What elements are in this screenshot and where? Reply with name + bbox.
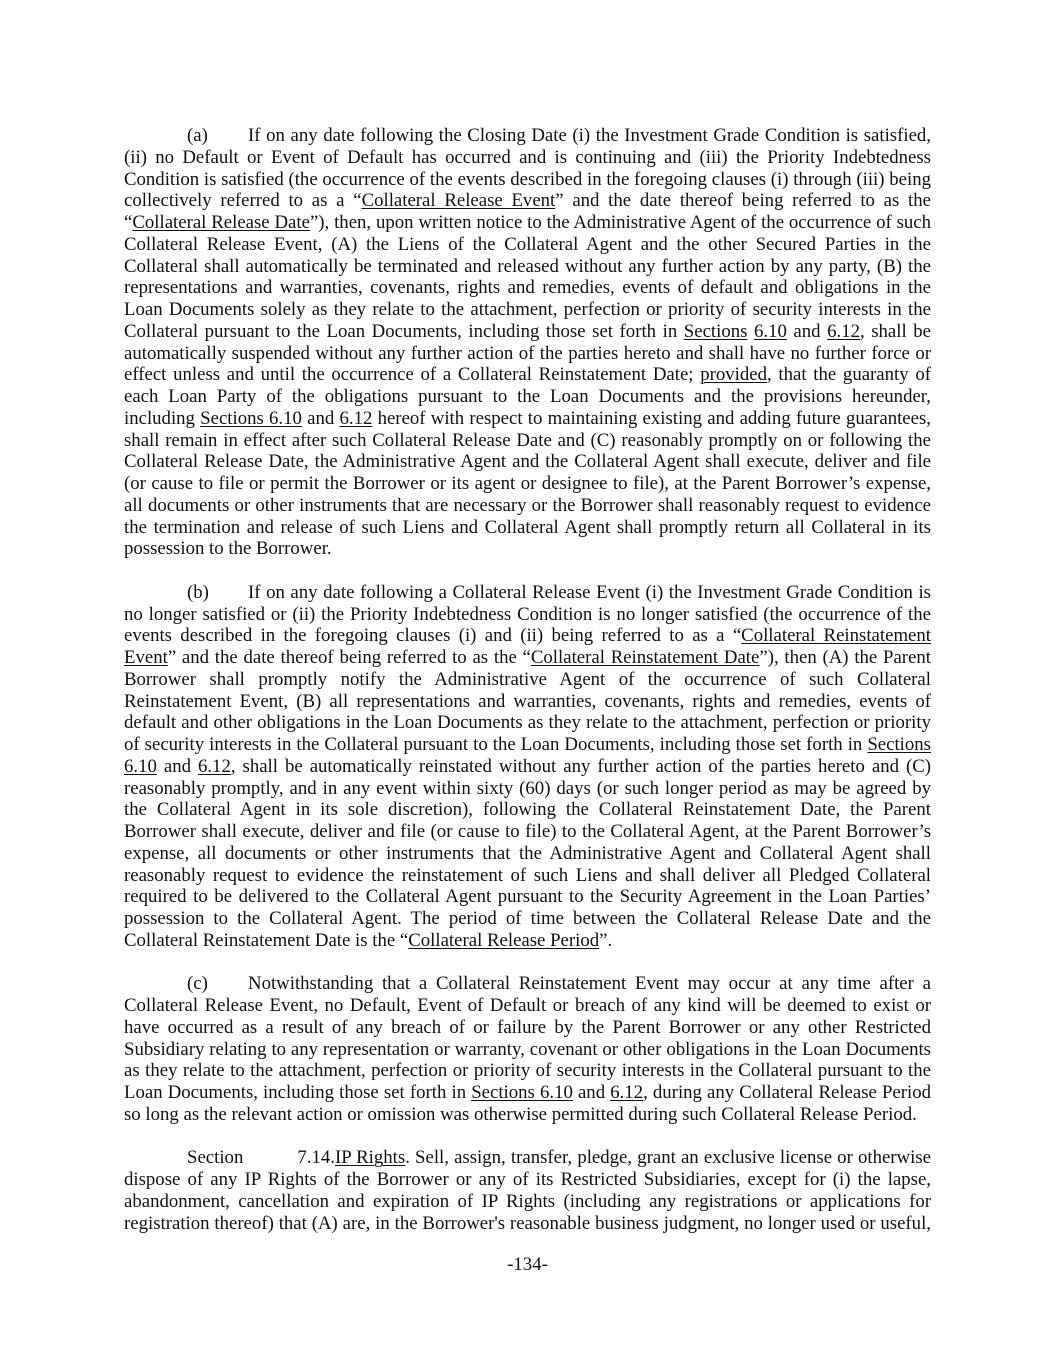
clause-c <box>124 973 931 1125</box>
section-reference: 6.12 <box>197 755 231 777</box>
defined-term-collateral-reinstatement-event: Collateral Reinstatement Event <box>124 625 931 668</box>
section-7-14-text: . Sell, assign, transfer, pledge, grant an exclusive license or otherwise dispose of any IP Rights of the Borrower or any of its Restricted Subsidiaries, except for (i) the lapse, abandonment, cancellation and expiration of IP Rights (including any registrations or applications for registration thereof) that (A) are, in the Borrower's reasonable business judgment, no longer used or useful, <box>124 1147 931 1234</box>
section-reference: Sections 6.10 <box>124 734 931 777</box>
document-body <box>124 125 931 1256</box>
clause-c-text: and <box>572 1082 611 1103</box>
clause-b-text: ”), then (A) the Parent Borrower shall promptly notify the Administrative Agent of the occurrence of such Collateral Reinstatement Event, (B) all representations and warranties, covenants, rights and remedies, events of default and other obligations in the Loan Documents as they relate to the attachment, perfection or priority of security interests in the Collateral pursuant to the Loan Documents, including those set forth in <box>124 647 931 755</box>
clause-c-text: Notwithstanding that a Collateral Reinstatement Event may occur at any time after a Collateral Release Event, no Default, Event of Default or breach of any kind will be deemed to exist or have occurred as a result of any breach of or failure by the Parent Borrower or any other Restricted Subsidiary relating to any representation or warranty, covenant or other obligations in the Loan Documents as they relate to the attachment, perfection or priority of security interests in the Collateral pursuant to the Loan Documents, including those set forth in <box>124 973 931 1103</box>
section-reference: 6.12 <box>827 320 860 342</box>
clause-a-text: hereof with respect to maintaining existing and adding future guarantees, shall remain in effect after such Collateral Release Date and (C) reasonably promptly on or following the Collateral Release Date, the Administrative Agent and the Collateral Agent shall execute, deliver and file (or cause to file or permit the Borrower or its agent or designee to file), at the Parent Borrower’s expense, all documents or other instruments that are necessary or the Borrower shall reasonably request to evidence the termination and release of such Liens and Collateral Agent shall promptly return all Collateral in its possession to the Borrower. <box>124 407 931 560</box>
defined-term-collateral-release-date: Collateral Release Date <box>132 212 310 233</box>
proviso-term: provided <box>700 364 767 386</box>
clause-a-text: ”), then, upon written notice to the Administrative Agent of the occurrence of such Collateral Release Event, (A) the Liens of the Collateral Agent and the other Secured Parties in the Collateral shall automatically be terminated and released without any further action by any party, (B) the representations and warranties, covenants, rights and remedies, events of default and obligations in the Loan Documents solely as they relate to the attachment, perfection or priority of security interests in the Collateral pursuant to the Loan Documents, including those set forth in <box>124 212 932 342</box>
section-reference: Sections <box>683 320 748 342</box>
section-number: Section 7.14. <box>187 1147 335 1169</box>
page-number: -134- <box>507 1254 548 1275</box>
clause-c-text: , during any Collateral Release Period so long as the relevant action or omission was otherwise permitted during such Collateral Release Period. <box>124 1082 932 1125</box>
clause-a-text: ” and the date thereof being referred to as the “ <box>124 190 931 233</box>
clause-b-text: ”. <box>599 929 613 951</box>
clause-a-text: and <box>301 407 340 429</box>
clause-b-text: , shall be automatically reinstated without any further action of the parties hereto and (C) reasonably promptly, and in any event within sixty (60) days (or such longer period as may be agreed by the Collateral Agent in its sole discretion), following the Collateral Reinstatement Date, the Parent Borrower shall execute, deliver and file (or cause to file) to the Collateral Agent, at the Parent Borrower’s expense, all documents or other instruments that the Administrative Agent and Collateral Agent shall reasonably request to evidence the reinstatement of such Liens and shall deliver all Pledged Collateral required to be delivered to the Collateral Agent pursuant to the Security Agreement in the Loan Parties’ possession to the Collateral Agent. The period of time between the Collateral Release Date and the Collateral Reinstatement Date is the “ <box>124 755 931 951</box>
section-reference: 6.12 <box>339 407 373 429</box>
clause-b-text: ” and the date thereof being referred to as the “ <box>167 647 531 668</box>
clause-a-text: , shall be automatically suspended without any further action of the parties hereto and shall have no further force or effect unless and until the occurrence of a Collateral Reinstatement Date; <box>124 320 931 386</box>
section-7-14 <box>124 1147 931 1234</box>
clause-a-text: If on any date following the Closing Date (i) the Investment Grade Condition is satisfied, (ii) no Default or Event of Default has occurred and is continuing and (iii) the Priority Indebtedness Condition is satisfied (the occurrence of the events described in the foregoing clauses (i) through (iii) being collectively referred to as a “ <box>124 125 931 212</box>
clause-c-label: (c) <box>187 973 208 995</box>
clause-a-text: and <box>786 320 828 342</box>
section-reference: 6.12 <box>610 1082 644 1103</box>
clause-b-label: (b) <box>187 581 209 603</box>
clause-a <box>124 125 931 560</box>
section-reference: 6.10 <box>754 320 787 342</box>
section-reference: Sections 6.10 <box>471 1082 573 1103</box>
defined-term-collateral-reinstatement-date: Collateral Reinstatement Date <box>530 647 760 668</box>
clause-a-text: , that the guaranty of each Loan Party of the obligations pursuant to the Loan Documents and the provisions hereunder, including <box>124 364 931 429</box>
clause-b-text: If on any date following a Collateral Release Event (i) the Investment Grade Condition is no longer satisfied or (ii) the Priority Indebtedness Condition is no longer satisfied (the occurrence of the events described in the foregoing clauses (i) and (ii) being referred to as a “ <box>124 581 931 647</box>
clause-b-text: and <box>156 755 198 777</box>
defined-term-collateral-release-event: Collateral Release Event <box>361 190 556 212</box>
section-heading: IP Rights <box>335 1147 406 1169</box>
defined-term-collateral-release-period: Collateral Release Period <box>408 929 600 951</box>
section-reference: Sections 6.10 <box>200 407 302 429</box>
clause-a-label: (a) <box>187 125 208 146</box>
clause-b <box>124 582 931 952</box>
